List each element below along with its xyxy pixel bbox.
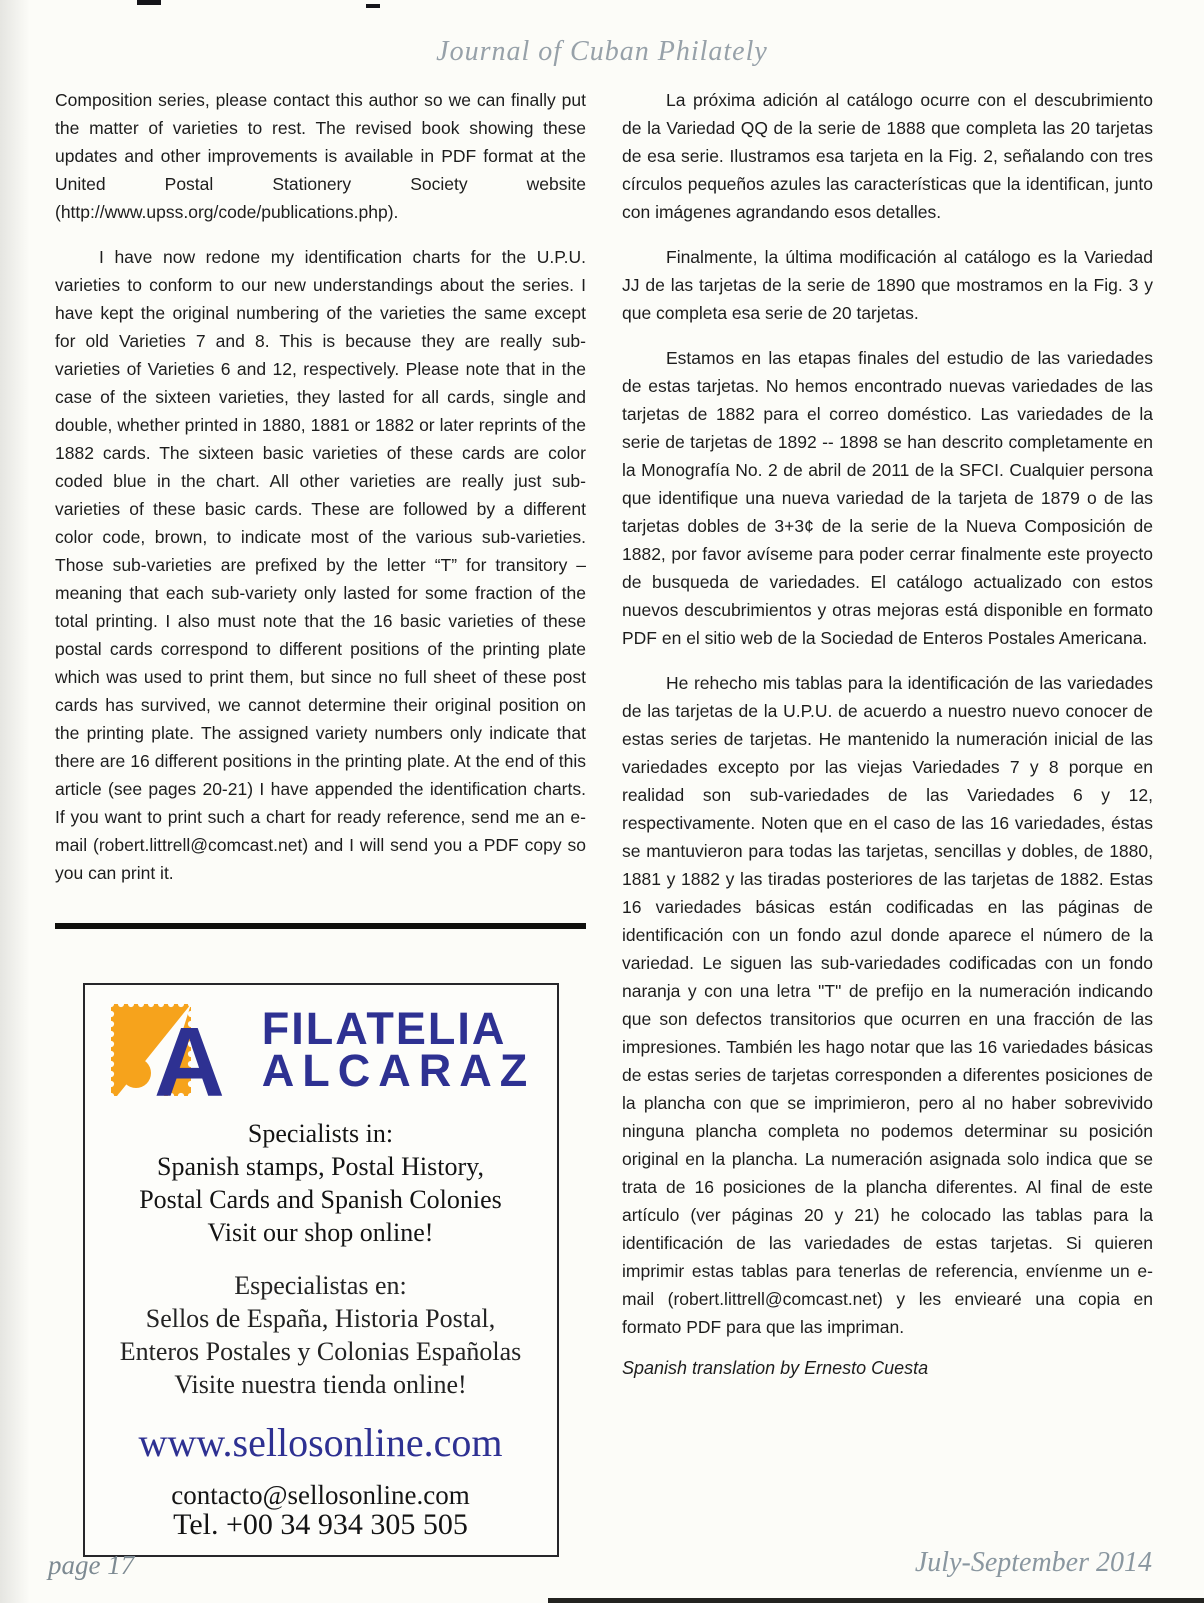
ad-logo-row — [95, 1001, 547, 1099]
paragraph: He rehecho mis tablas para la identificación de las variedades de las tarjetas de la U.P.U. de acuerdo a nuestro nuevo conocer de estas series de tarjetas. He mantenido la numeración inicial de las variedades excepto por las viejas Variedades 7 y 8 porque en realidad son sub-variedades de las Variedades 6 y 12, respectivamente. Noten que en el caso de las 16 variedades, éstas se mantuvieron para todas las tarjetas, sencillas y dobles, de 1880, 1881 y 1882 y las tiradas posteriores de las tarjetas de 1882. Estas 16 variedades básicas están codificadas en las páginas de identificación con un fondo azul donde aparece el número de la variedad. Le siguen las sub-variedades codificadas con un fondo naranja y con una letra "T" de prefijo en la numeración indicando que son defectos transitorios que ocurren en una fracción de las impresiones. También les hago notar que las 16 variedades básicas de estas series de tarjetas corresponden a diferentes posiciones de la plancha con que se imprimieron, pero al no haber sobrevivido ninguna plancha completa no podemos determinar su posición original en la plancha. La numeración asignada solo indica que se trata de 16 posiciones de la plancha diferentes. Al final de este artículo (ver páginas 20 y 21) he colocado las tablas para la identificación de las variedades de estas tarjetas. Si quieren imprimir estas tablas para tenerlas de referencia, envíenme un e-mail (robert.littrell@comcast.net) y les enviearé una copia en formato PDF para que las impriman. — [622, 673, 1153, 1337]
scan-edge — [548, 1598, 1204, 1603]
ad-spanish-block — [95, 1269, 547, 1401]
stamp-logo-icon — [106, 1001, 256, 1099]
ad-text-line: Spanish stamps, Postal History, — [157, 1152, 484, 1181]
ad-english-heading: Specialists in: — [247, 1119, 394, 1148]
ad-brand-name — [261, 1002, 536, 1096]
ad-text-line: Visite nuestra tienda online! — [174, 1370, 467, 1399]
ad-phone: Tel. +00 34 934 305 505 — [173, 1508, 468, 1541]
brand-line2: ALCARAZ — [261, 1045, 536, 1096]
paragraph: Estamos en las etapas finales del estudio de las variedades de estas tarjetas. No hemos encontrado nuevas variedades de las tarjetas de 1882 para el correo doméstico. Las variedades de la serie de tarjetas de 1892 -- 1898 se han descrito completamente en la Monografía No. 2 de abril de 2011 de la SFCI. Cualquier persona que identifique una nueva variedad de la tarjeta de 1879 o de las tarjetas dobles de 3+3¢ de la serie de la Nueva Composición de 1882, por favor avíseme para poder cerrar finalmente este proyecto de busqueda de variedades. El catálogo actualizado con estos nuevos descubrimientos y otras mejoras está disponible en formato PDF en el sitio web de la Sociedad de Enteros Postales Americana. — [622, 348, 1153, 648]
left-column-text — [55, 86, 586, 887]
paragraph: I have now redone my identification charts for the U.P.U. varieties to conform to our new understandings about the series. I have kept the original numbering of the varieties the same except for old Varieties 7 and 8. This is because they are really sub-varieties of Varieties 6 and 12, respectively. Please note that in the case of the sixteen varieties, they lasted for all cards, single and double, whether printed in 1880, 1881 or 1882 or later reprints of the 1882 cards. The sixteen basic varieties of these cards are color coded blue in the chart. All other varieties are really just sub-varieties of these basic cards. These are followed by a different color code, brown, to indicate most of the various sub-varieties. Those sub-varieties are prefixed by the letter “T” for transitory – meaning that each sub-variety only lasted for some fraction of the total printing. I also must note that the 16 basic varieties of these postal cards correspond to different positions of the printing plate which was used to print them, but since no full sheet of these post cards has survived, we cannot determine their original position on the printing plate. The assigned variety numbers only indicate that there are 16 different positions in the printing plate. At the end of this article (see pages 20-21) I have appended the identification charts. If you want to print such a chart for ready reference, send me an e-mail (robert.littrell@comcast.net) and I will send you a PDF copy so you can print it. — [55, 247, 586, 883]
paragraph: Composition series, please contact this author so we can finally put the matter of varieties to rest. The revised book showing these updates and other improvements is available in PDF format at the United Postal Stationery Society website (http://www.upss.org/code/publications.php). — [55, 90, 586, 222]
translation-credit: Spanish translation by Ernesto Cuesta — [622, 1358, 929, 1378]
ad-text-line: Postal Cards and Spanish Colonies — [139, 1185, 502, 1214]
section-divider-rule — [55, 923, 586, 929]
ad-text-line: Visit our shop online! — [207, 1218, 434, 1247]
paragraph: Finalmente, la última modificación al catálogo es la Variedad JJ de las tarjetas de la serie de 1890 que mostramos en la Fig. 3 y que completa esa serie de 20 tarjetas. — [622, 247, 1153, 323]
issue-date: July-September 2014 — [914, 1547, 1152, 1578]
brand-line1: FILATELIA — [261, 1002, 507, 1054]
ad-text-line: Enteros Postales y Colonias Españolas — [119, 1337, 522, 1366]
left-column — [55, 86, 586, 1557]
ad-spanish-lines — [95, 1302, 547, 1401]
ad-english-lines — [95, 1150, 547, 1249]
paragraph: La próxima adición al catálogo ocurre con el descubrimiento de la Variedad QQ de la serie de 1888 que completa las 20 tarjetas de esa serie. Ilustramos esa tarjeta en la Fig. 2, señalando con tres círculos pequeños azules las características que la identifican, junto con imágenes agrandando esos detalles. — [622, 90, 1153, 222]
ad-website-url: www.sellosonline.com — [138, 1420, 503, 1465]
right-column — [622, 86, 1153, 1557]
scan-artifact — [366, 4, 380, 8]
article-columns — [55, 86, 1153, 1557]
scan-artifact — [137, 0, 161, 5]
ad-text-line: Sellos de España, Historia Postal, — [145, 1304, 496, 1333]
page-number: page 17 — [48, 1550, 135, 1580]
logo-letter-a: A — [153, 1007, 225, 1099]
ad-email: contacto@sellosonline.com — [171, 1480, 470, 1510]
right-column-text — [622, 86, 1153, 1341]
ad-spanish-heading: Especialistas en: — [234, 1271, 407, 1300]
journal-title: Journal of Cuban Philately — [436, 36, 768, 67]
filatelia-alcaraz-ad — [83, 983, 559, 1557]
ad-english-block — [95, 1117, 547, 1249]
